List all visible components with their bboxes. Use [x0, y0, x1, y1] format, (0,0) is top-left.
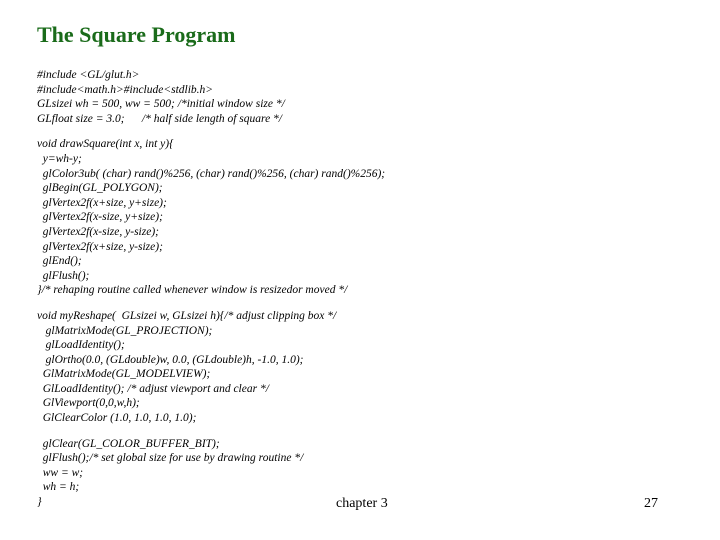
- code-block-includes: [37, 68, 497, 126]
- code-line: }/* rehaping routine called whenever window is resizedor moved */: [37, 284, 348, 297]
- code-line: GLsizei wh = 500, ww = 500; /*initial window size */: [37, 98, 285, 111]
- code-line: void myReshape( GLsizei w, GLsizei h){/* adjust clipping box */: [37, 309, 337, 322]
- code-line: GlLoadIdentity(); /* adjust viewport and clear */: [37, 382, 269, 395]
- code-line: GlMatrixMode(GL_MODELVIEW);: [37, 368, 211, 381]
- code-line: ww = w;: [37, 466, 84, 479]
- code-block-myreshape: [37, 309, 497, 426]
- code-line: glClear(GL_COLOR_BUFFER_BIT);: [37, 437, 220, 450]
- code-line: GLfloat size = 3.0; /* half side length of square */: [37, 112, 282, 125]
- code-line: glOrtho(0.0, (GLdouble)w, 0.0, (GLdouble)h, -1.0, 1.0);: [37, 353, 304, 366]
- code-listing: [37, 68, 497, 510]
- code-line: }: [37, 496, 42, 509]
- code-line: GlClearColor (1.0, 1.0, 1.0, 1.0);: [37, 412, 197, 425]
- page-number: 27: [644, 496, 658, 511]
- code-line: y=wh-y;: [37, 152, 82, 165]
- code-line: glVertex2f(x-size, y-size);: [37, 225, 159, 238]
- code-block-clear: [37, 437, 497, 510]
- code-line: #include<math.h>#include<stdlib.h>: [37, 83, 214, 96]
- code-line: #include <GL/glut.h>: [37, 69, 140, 81]
- code-line: void drawSquare(int x, int y){: [37, 138, 174, 151]
- code-line: glVertex2f(x+size, y+size);: [37, 196, 167, 209]
- code-line: glMatrixMode(GL_PROJECTION);: [37, 324, 213, 337]
- code-line: GlViewport(0,0,w,h);: [37, 397, 140, 410]
- code-block-drawsquare: [37, 137, 497, 298]
- footer-chapter: chapter 3: [336, 496, 388, 511]
- code-line: glVertex2f(x+size, y-size);: [37, 240, 163, 253]
- code-line: glBegin(GL_POLYGON);: [37, 182, 163, 195]
- code-line: glVertex2f(x-size, y+size);: [37, 211, 163, 224]
- code-line: glEnd();: [37, 255, 82, 268]
- code-line: glFlush();/* set global size for use by drawing routine */: [37, 452, 304, 465]
- code-line: glFlush();: [37, 269, 90, 282]
- code-line: glLoadIdentity();: [37, 339, 125, 352]
- code-line: glColor3ub( (char) rand()%256, (char) rand()%256, (char) rand()%256);: [37, 167, 386, 180]
- slide-title: The Square Program: [37, 22, 236, 47]
- code-line: wh = h;: [37, 481, 80, 494]
